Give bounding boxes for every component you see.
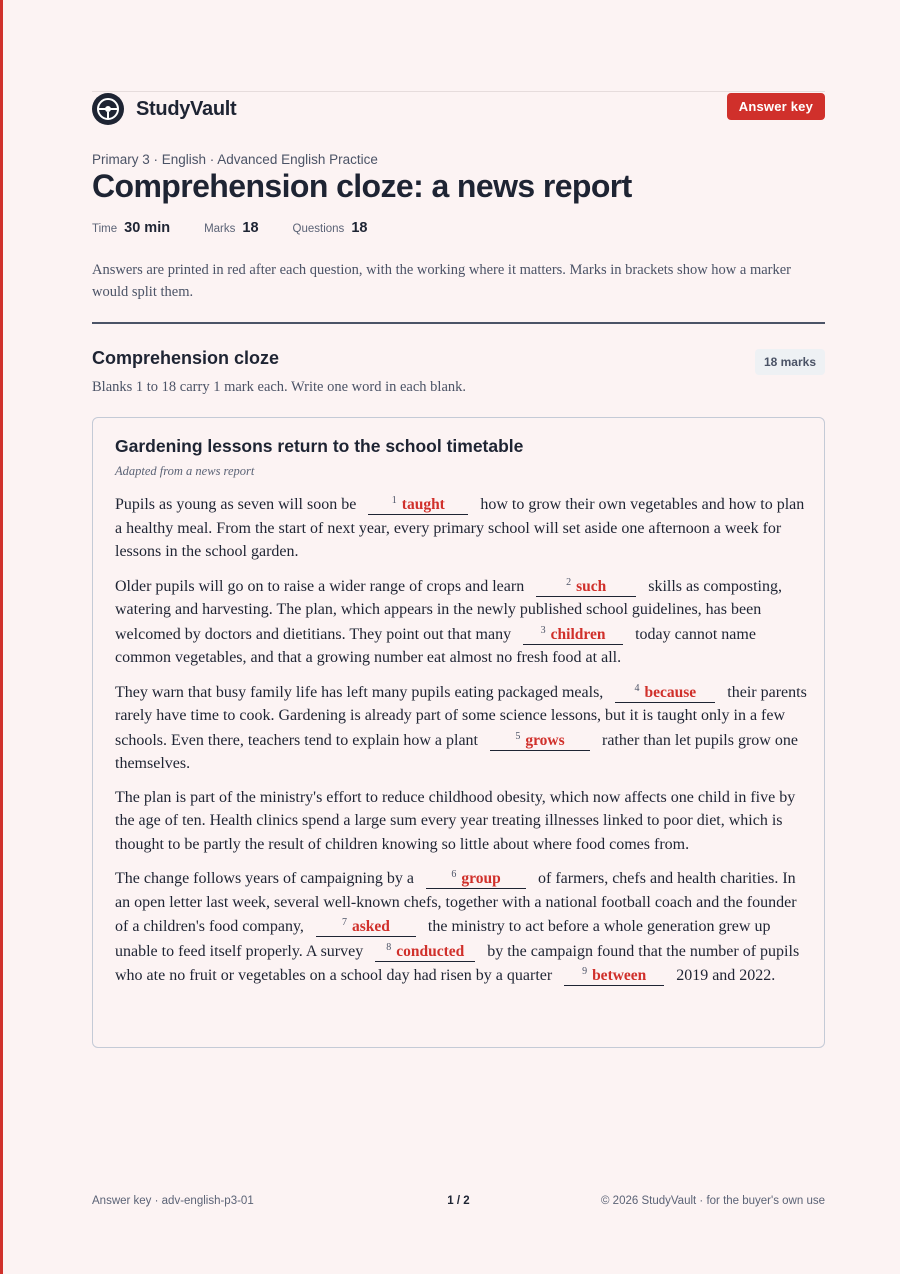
passage-source: Adapted from a news report — [115, 464, 255, 478]
blank-answer: between — [592, 967, 647, 984]
answer-key-badge[interactable]: Answer key — [727, 93, 825, 120]
passage-paragraph — [115, 786, 807, 857]
passage-paragraph — [115, 680, 807, 776]
header-divider — [92, 91, 825, 92]
marks-badge: 18 marks — [755, 349, 825, 375]
blank-answer: taught — [401, 496, 445, 513]
blank-number: 6 — [451, 869, 457, 880]
meta-marks-value: 18 — [242, 220, 259, 236]
blank-answer: such — [576, 577, 607, 595]
cloze-blank-6 — [426, 866, 526, 889]
passage-paragraph — [115, 866, 807, 988]
passage-text: The change follows years of campaigning by a — [115, 870, 419, 887]
footer-page-number: 1 / 2 — [447, 1195, 470, 1207]
blank-answer: conducted — [396, 942, 465, 960]
cloze-blank-9 — [564, 963, 664, 986]
passage-text: how to grow their own vegetables and how to plan a healthy meal. From the start of next year, every primary school will set aside one afternoon a week for lessons in the school garden. — [115, 496, 805, 560]
steering-wheel-icon — [92, 93, 124, 125]
passage-text: rather than let pupils grow one themselves. — [115, 731, 798, 772]
passage-text: the ministry to act before a whole generation grew up unable to feed itself properly. A survey — [115, 918, 771, 960]
footer-copyright: © 2026 StudyVault · for the buyer's own use — [601, 1195, 825, 1207]
answer-key-page — [92, 0, 825, 1274]
passage-paragraph — [115, 492, 807, 564]
blank-answer: asked — [351, 918, 390, 935]
brand[interactable] — [92, 93, 236, 125]
intro-text: Answers are printed in red after each question, with the working where it matters. Marks in brackets show how a marker would split them. — [92, 262, 792, 300]
meta-time-value: 30 min — [124, 220, 171, 236]
paper-meta — [92, 220, 401, 236]
blank-number: 5 — [515, 730, 521, 742]
page-title: Comprehension cloze: a news report — [92, 168, 632, 204]
footer-doc-id: Answer key · adv-english-p3-01 — [92, 1195, 254, 1207]
passage-text: their parents rarely have time to cook. Gardening is already part of some science lessons, but it is taught only in a few schools. Even there, teachers tend to explain how a plant — [115, 683, 807, 749]
meta-marks-label: Marks — [204, 223, 236, 235]
passage-text: Older pupils will go on to raise a wider range of crops and learn — [115, 577, 529, 595]
passage-text: 2019 and 2022. — [672, 967, 776, 984]
passage-text: today cannot name common vegetables, and that a growing number eat almost no fresh food at all. — [115, 625, 756, 666]
brand-name: StudyVault — [136, 97, 237, 120]
passage-card — [92, 417, 825, 1048]
blank-answer: because — [644, 683, 697, 701]
section-title: Comprehension cloze — [92, 348, 280, 368]
passage-text: Pupils as young as seven will soon be — [115, 496, 361, 513]
passage-text: of farmers, chefs and health charities. In an open letter last week, several well-known chefs, together with a national football coach and the founder of a children's food company, — [115, 870, 797, 935]
breadcrumb: Primary 3 · English · Advanced English Practice — [92, 152, 378, 167]
passage-text: by the campaign found that the number of pupils who ate no fruit or vegetables on a school day had risen by a quarter — [115, 942, 800, 984]
passage-paragraph — [115, 574, 807, 670]
blank-number: 3 — [540, 624, 546, 636]
passage-text: They warn that busy family life has left many pupils eating packaged meals, — [115, 683, 608, 701]
cloze-blank-7 — [316, 914, 416, 937]
blank-answer: children — [550, 625, 606, 643]
cloze-blank-2 — [536, 574, 636, 597]
meta-time-label: Time — [92, 223, 118, 235]
passage-body — [115, 492, 807, 998]
meta-questions-label: Questions — [292, 223, 345, 235]
blank-number: 4 — [634, 682, 640, 694]
cloze-blank-3 — [523, 622, 623, 645]
cloze-blank-4 — [615, 680, 715, 703]
cloze-blank-8 — [375, 939, 475, 962]
blank-answer: grows — [525, 731, 565, 749]
passage-text: The plan is part of the ministry's effort to reduce childhood obesity, which now affects one child in five by the age of ten. Health clinics spend a large sum every year treating illnesses linked to poor diet, which is thought to be partly the result of children knowing so little about where food comes from. — [115, 788, 796, 853]
section-divider — [92, 322, 825, 324]
passage-text: skills as composting, watering and harvesting. The plan, which appears in the newly published school guidelines, has been welcomed by doctors and dietitians. They point out that many — [115, 577, 782, 643]
section-instructions: Blanks 1 to 18 carry 1 mark each. Write one word in each blank. — [92, 379, 467, 395]
blank-number: 2 — [566, 576, 572, 588]
blank-number: 8 — [386, 941, 392, 953]
blank-answer: group — [461, 870, 501, 887]
blank-number: 1 — [391, 495, 397, 506]
cloze-blank-5 — [490, 728, 590, 751]
meta-questions-value: 18 — [351, 220, 368, 236]
blank-number: 9 — [582, 966, 588, 977]
left-accent-rule — [0, 0, 3, 1274]
blank-number: 7 — [341, 917, 347, 928]
passage-title: Gardening lessons return to the school timetable — [115, 436, 524, 456]
cloze-blank-1 — [368, 492, 468, 515]
